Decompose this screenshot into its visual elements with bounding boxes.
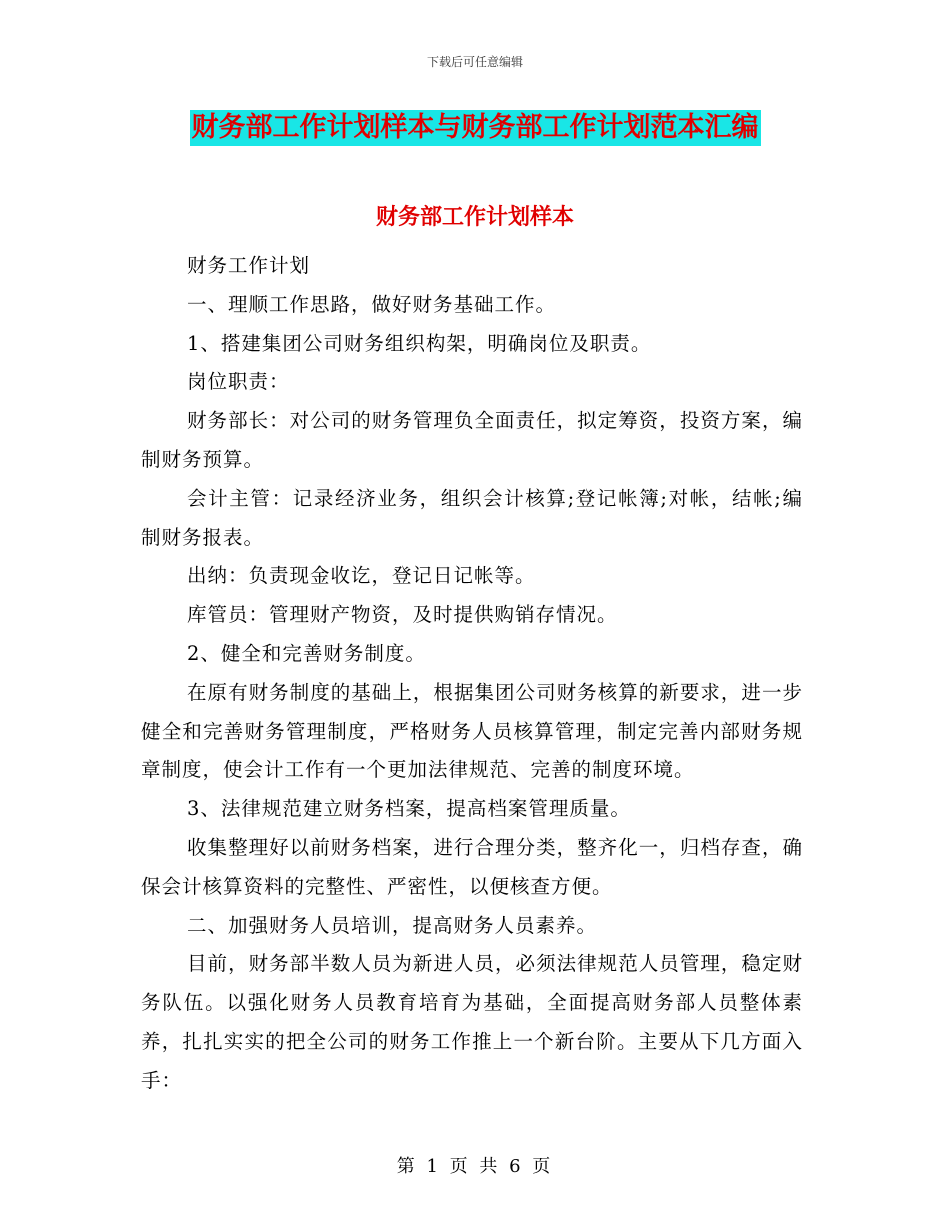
page-number-footer: 第 1 页 共 6 页 — [396, 1156, 554, 1177]
main-title: 财务部工作计划样本与财务部工作计划范本汇编 — [190, 110, 761, 146]
paragraph: 收集整理好以前财务档案，进行合理分类，整齐化一，归档存查，确保会计核算资料的完整性、严密性，以便核查方便。 — [141, 835, 803, 898]
paragraph: 会计主管：记录经济业务，组织会计核算;登记帐簿;对帐，结帐;编制财务报表。 — [141, 486, 803, 549]
paragraph: 岗位职责： — [187, 370, 290, 394]
paragraph: 一、理顺工作思路，做好财务基础工作。 — [187, 292, 557, 316]
document-body — [141, 247, 803, 1101]
paragraph: 在原有财务制度的基础上，根据集团公司财务核算的新要求，进一步健全和完善财务管理制度，严格财务人员核算管理，制定完善内部财务规章制度，使会计工作有一个更加法律规范、完善的制度环境。 — [141, 680, 803, 782]
paragraph: 财务工作计划 — [187, 254, 311, 277]
header-note: 下载后可任意编辑 — [426, 55, 523, 69]
paragraph: 二、加强财务人员培训，提高财务人员素养。 — [187, 913, 598, 937]
paragraph: 财务部长：对公司的财务管理负全面责任，拟定筹资，投资方案，编制财务预算。 — [141, 409, 803, 471]
paragraph: 库管员：管理财产物资，及时提供购销存情况。 — [187, 603, 618, 627]
paragraph: 3、法律规范建立财务档案，提高档案管理质量。 — [187, 797, 631, 821]
paragraph: 出纳：负责现金收讫，登记日记帐等。 — [187, 564, 536, 588]
paragraph: 目前，财务部半数人员为新进人员，必须法律规范人员管理，稳定财务队伍。以强化财务人员教育培育为基础，全面提高财务部人员整体素养，扎扎实实的把全公司的财务工作推上一个新台阶。主要从下几方面入手： — [141, 952, 803, 1092]
paragraph: 1、搭建集团公司财务组织构架，明确岗位及职责。 — [187, 331, 652, 355]
paragraph: 2、健全和完善财务制度。 — [187, 641, 426, 665]
section-title: 财务部工作计划样本 — [375, 205, 574, 230]
main-title-container — [0, 110, 950, 146]
